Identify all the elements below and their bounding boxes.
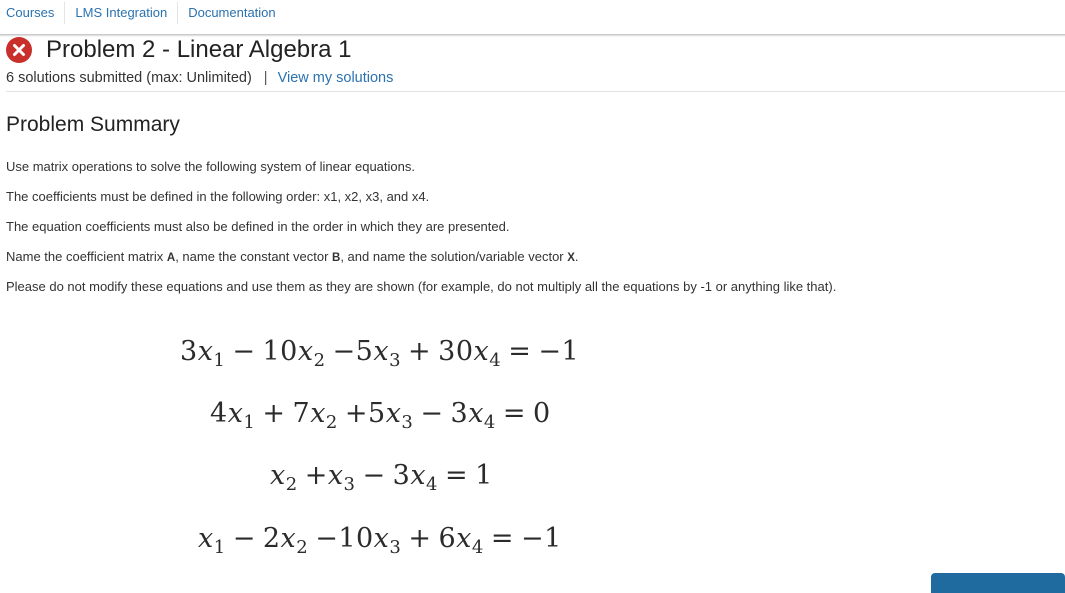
page-title: Problem 2 - Linear Algebra 1 (46, 36, 352, 63)
header-divider (6, 91, 1065, 92)
equation-term: $7x_2$ (292, 398, 338, 433)
vector-name-b: B (332, 252, 341, 264)
description-paragraph (6, 249, 1056, 279)
nav-link-lms-integration[interactable]: LMS Integration (65, 2, 178, 24)
equation-3 (270, 460, 493, 495)
equation-term: $2x_2$ (262, 523, 309, 558)
top-navigation (0, 0, 1065, 35)
equation-term: $6x_4$ (438, 523, 484, 558)
operator: + (304, 460, 328, 491)
primary-action-button[interactable] (931, 573, 1065, 593)
operator: − (315, 523, 339, 554)
operator: + (408, 523, 432, 554)
error-x-icon (6, 37, 32, 63)
nav-link-documentation[interactable]: Documentation (188, 4, 276, 20)
operator: + (408, 336, 432, 367)
problem-description (6, 159, 1056, 309)
equals-sign: = (502, 398, 526, 429)
equation-1 (180, 336, 579, 371)
text: . (574, 249, 579, 264)
text: Name the coefficient matrix (6, 249, 167, 264)
nav-link-courses[interactable]: Courses (0, 2, 65, 24)
equation-term: $3x_4$ (392, 460, 438, 495)
equation-term: $10x_3$ (338, 523, 402, 558)
equation-term: $3x_4$ (450, 398, 496, 433)
vector-name-x: X (567, 252, 575, 264)
matrix-name-a: A (166, 252, 176, 264)
description-paragraph: Please do not modify these equations and use them as they are shown (for example, do not multiply all the equations by -1 or anything like that). (6, 279, 837, 294)
submissions-count: 6 solutions submitted (max: Unlimited) (6, 70, 252, 86)
equals-sign: = (490, 523, 514, 554)
problem-header (6, 37, 1065, 88)
equation-term: $4x_1$ (210, 398, 256, 433)
operator: − (362, 460, 386, 491)
text: , and name the solution/variable vector (340, 249, 568, 264)
problem-summary-heading: Problem Summary (6, 113, 180, 136)
equation-term: $3x_1$ (180, 336, 226, 371)
operator: + (344, 398, 368, 429)
equals-sign: = (445, 460, 469, 491)
equation-2 (210, 398, 551, 433)
equation-term: $x_3$ (327, 460, 356, 495)
equation-rhs: 1 (475, 460, 493, 491)
operator: − (420, 398, 444, 429)
operator: − (232, 336, 256, 367)
operator: + (262, 398, 286, 429)
description-paragraph: Use matrix operations to solve the following system of linear equations. (6, 159, 415, 174)
view-my-solutions-link[interactable]: View my solutions (277, 70, 394, 86)
submission-meta (6, 68, 1065, 88)
equation-term: $5x_3$ (355, 336, 402, 371)
equation-term: $x_1$ (198, 523, 226, 558)
meta-separator: | (263, 70, 268, 86)
equation-term: $x_2$ (270, 460, 298, 495)
equation-term: $5x_3$ (368, 398, 414, 433)
description-paragraph: The coefficients must be defined in the following order: x1, x2, x3, and x4. (6, 189, 430, 204)
operator: − (232, 523, 256, 554)
equation-rhs: −1 (538, 336, 580, 367)
equation-4 (198, 523, 562, 558)
operator: − (332, 336, 356, 367)
equation-term: $10x_2$ (262, 336, 326, 371)
text: , name the constant vector (175, 249, 333, 264)
description-paragraph: The equation coefficients must also be defined in the order in which they are presented. (6, 219, 510, 234)
equals-sign: = (508, 336, 532, 367)
equation-term: $30x_4$ (438, 336, 502, 371)
equation-rhs: −1 (520, 523, 562, 554)
equation-rhs: 0 (533, 398, 551, 429)
